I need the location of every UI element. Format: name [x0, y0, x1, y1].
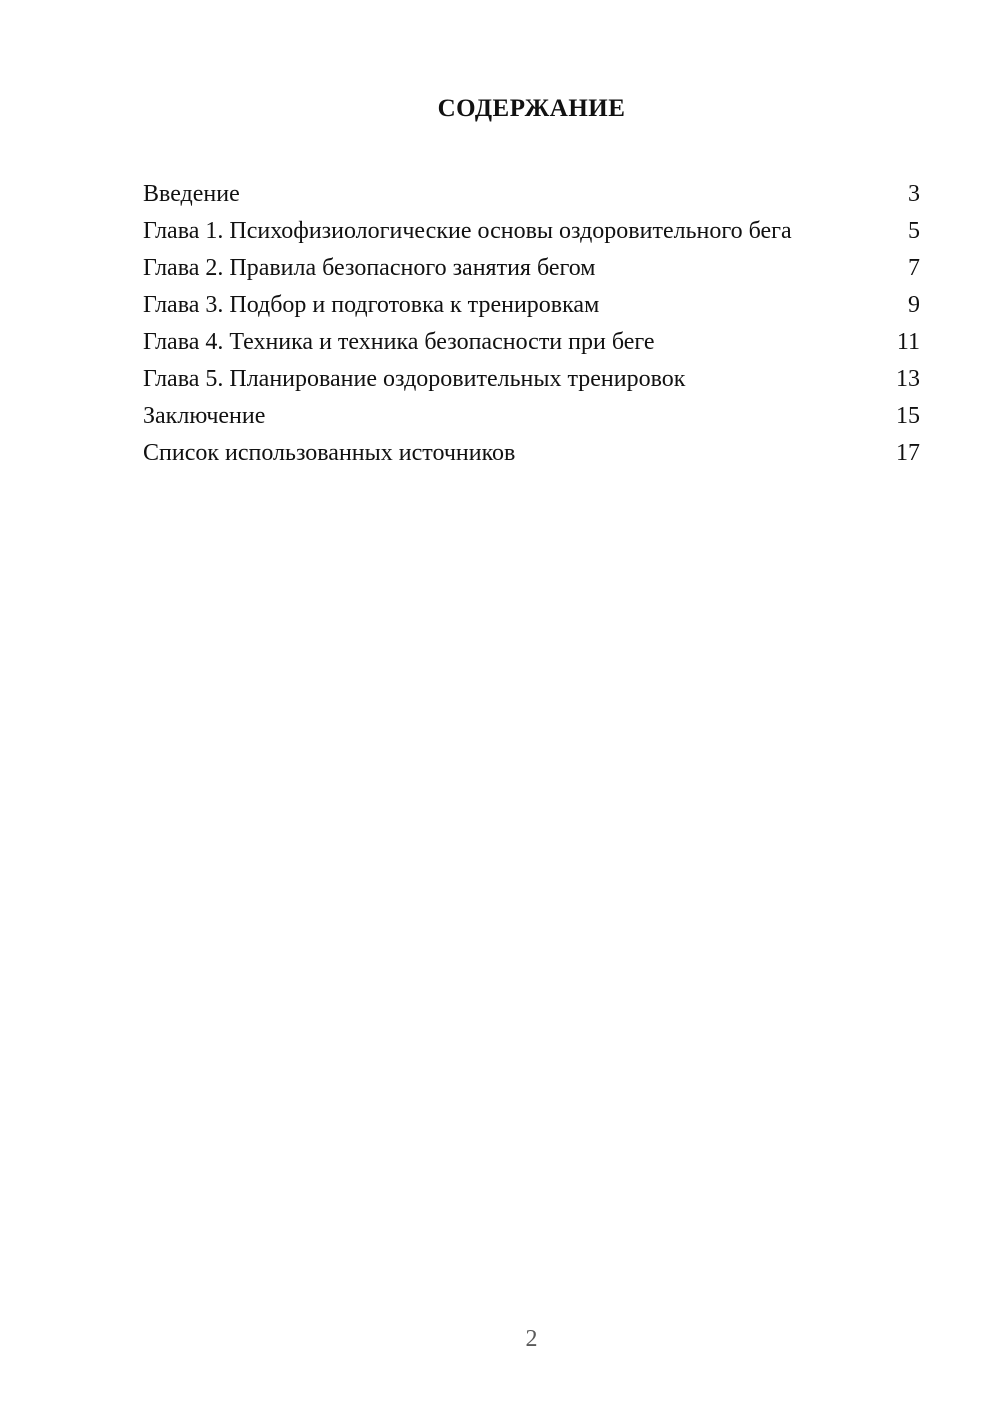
toc-entry-label: Глава 3. Подбор и подготовка к тренировкам: [143, 292, 600, 318]
page-number: 2: [525, 1326, 538, 1352]
toc-entry-page: 11: [896, 329, 920, 355]
toc-entry-label: Глава 1. Психофизиологические основы оздоровительного бега: [143, 218, 792, 244]
toc-entry: [143, 250, 920, 287]
toc-entry-label: Глава 2. Правила безопасного занятия бегом: [143, 255, 596, 281]
toc-entry: [143, 176, 920, 213]
toc-entry-label: Список использованных источников: [143, 440, 516, 466]
toc-entry-page: 15: [896, 403, 920, 429]
toc-entry: [143, 361, 920, 398]
toc-entry: [143, 213, 920, 250]
toc-entry-page: 5: [908, 218, 920, 244]
toc-entry: [143, 324, 920, 361]
toc-entry-page: 7: [908, 255, 920, 281]
toc-entry: [143, 398, 920, 435]
toc-entry-label: Глава 4. Техника и техника безопасности при беге: [143, 329, 655, 355]
toc-entry: [143, 435, 920, 472]
toc-entry-label: Глава 5. Планирование оздоровительных тренировок: [143, 366, 686, 392]
page-title: СОДЕРЖАНИЕ: [437, 95, 626, 122]
toc-entry-label: Введение: [143, 181, 240, 207]
toc-entry-page: 17: [896, 440, 920, 466]
toc-entry-page: 13: [896, 366, 920, 392]
toc-entry-page: 3: [908, 181, 920, 207]
toc-entry-label: Заключение: [143, 403, 266, 429]
table-of-contents: [143, 176, 920, 472]
text-block: [143, 96, 920, 472]
toc-entry: [143, 287, 920, 324]
toc-entry-page: 9: [908, 292, 920, 318]
